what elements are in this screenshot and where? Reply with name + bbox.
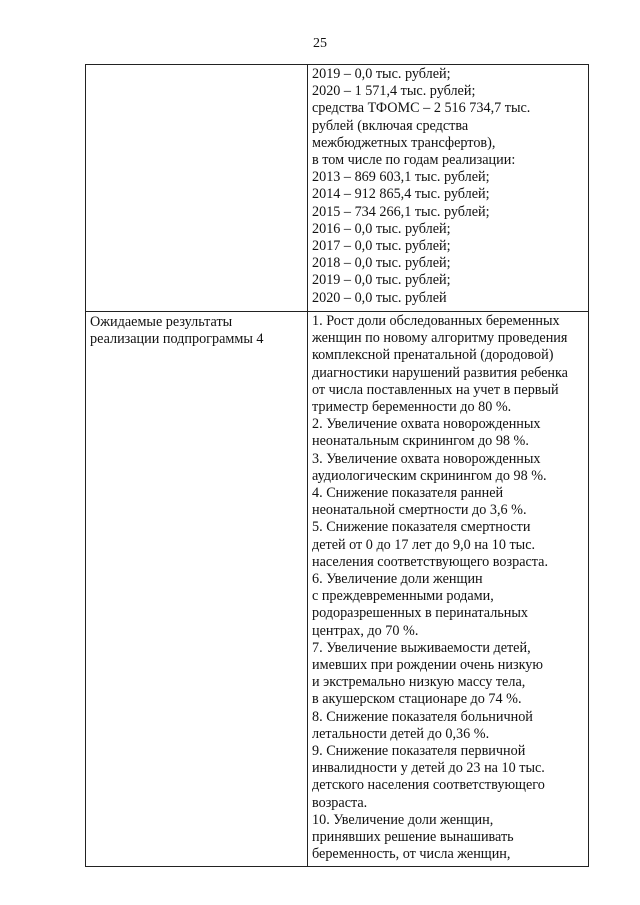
page-number: 25 — [313, 36, 327, 51]
result-line: 2. Увеличение охвата новорожденных — [312, 416, 541, 433]
funding-line: 2017 – 0,0 тыс. рублей; — [312, 238, 451, 255]
result-line: центрах, до 70 %. — [312, 622, 419, 639]
result-line: диагностики нарушений развития ребенка — [312, 364, 568, 381]
result-line: неонатальной смертности до 3,6 %. — [312, 502, 527, 519]
result-line: беременность, от числа женщин, — [312, 846, 511, 863]
funding-line: 2016 – 0,0 тыс. рублей; — [312, 220, 451, 237]
result-line: 4. Снижение показателя ранней — [312, 485, 504, 502]
funding-line: 2019 – 0,0 тыс. рублей; — [312, 66, 451, 82]
table-row-results — [86, 312, 589, 867]
result-line: детского населения соответствующего — [312, 777, 545, 794]
result-line: населения соответствующего возраста. — [312, 553, 549, 570]
result-line: летальности детей до 0,36 %. — [312, 725, 490, 742]
funding-line: 2013 – 869 603,1 тыс. рублей; — [312, 169, 490, 186]
result-line: триместр беременности до 80 %. — [312, 399, 512, 416]
funding-line: межбюджетных трансфертов), — [312, 134, 496, 151]
funding-right-cell — [308, 65, 589, 312]
results-label-line: Ожидаемые результаты — [90, 314, 233, 330]
funding-line: 2014 – 912 865,4 тыс. рублей; — [312, 186, 490, 203]
result-line: 1. Рост доли обследованных беременных — [312, 313, 560, 329]
funding-line: 2019 – 0,0 тыс. рублей; — [312, 272, 451, 289]
result-line: принявших решение вынашивать — [312, 829, 514, 846]
funding-line: в том числе по годам реализации: — [312, 152, 516, 169]
table-row-funding — [86, 65, 589, 312]
funding-line: рублей (включая средства — [312, 117, 469, 134]
result-line: возраста. — [312, 794, 368, 811]
result-line: в акушерском стационаре до 74 %. — [312, 691, 522, 708]
result-line: 8. Снижение показателя больничной — [312, 708, 533, 725]
funding-line: 2018 – 0,0 тыс. рублей; — [312, 255, 451, 272]
funding-line: 2020 – 0,0 тыс. рублей — [312, 289, 447, 306]
result-line: 6. Увеличение доли женщин — [312, 571, 483, 588]
result-line: имевших при рождении очень низкую — [312, 657, 543, 674]
result-line: 9. Снижение показателя первичной — [312, 743, 526, 760]
result-line: неонатальным скринингом до 98 %. — [312, 433, 529, 450]
result-line: женщин по новому алгоритму проведения — [312, 330, 568, 347]
results-label-line: реализации подпрограммы 4 — [90, 331, 264, 348]
results-content-cell — [308, 312, 589, 867]
result-line: 5. Снижение показателя смертности — [312, 519, 531, 536]
result-line: от числа поставленных на учет в первый — [312, 381, 559, 398]
result-line: комплексной пренатальной (дородовой) — [312, 347, 554, 364]
result-line: инвалидности у детей до 23 на 10 тыс. — [312, 760, 545, 777]
result-line: и экстремально низкую массу тела, — [312, 674, 526, 691]
funding-line: средства ТФОМС – 2 516 734,7 тыс. — [312, 100, 531, 117]
program-table — [85, 64, 589, 867]
result-line: с преждевременными родами, — [312, 588, 494, 605]
funding-line: 2020 – 1 571,4 тыс. рублей; — [312, 83, 476, 100]
result-line: родоразрешенных в перинатальных — [312, 605, 528, 622]
result-line: 10. Увеличение доли женщин, — [312, 811, 494, 828]
result-line: 3. Увеличение охвата новорожденных — [312, 450, 541, 467]
results-label-cell — [86, 312, 308, 867]
result-line: аудиологическим скринингом до 98 %. — [312, 467, 547, 484]
result-line: 7. Увеличение выживаемости детей, — [312, 639, 531, 656]
result-line: детей от 0 до 17 лет до 9,0 на 10 тыс. — [312, 536, 536, 553]
funding-left-cell — [86, 65, 308, 312]
funding-line: 2015 – 734 266,1 тыс. рублей; — [312, 203, 490, 220]
